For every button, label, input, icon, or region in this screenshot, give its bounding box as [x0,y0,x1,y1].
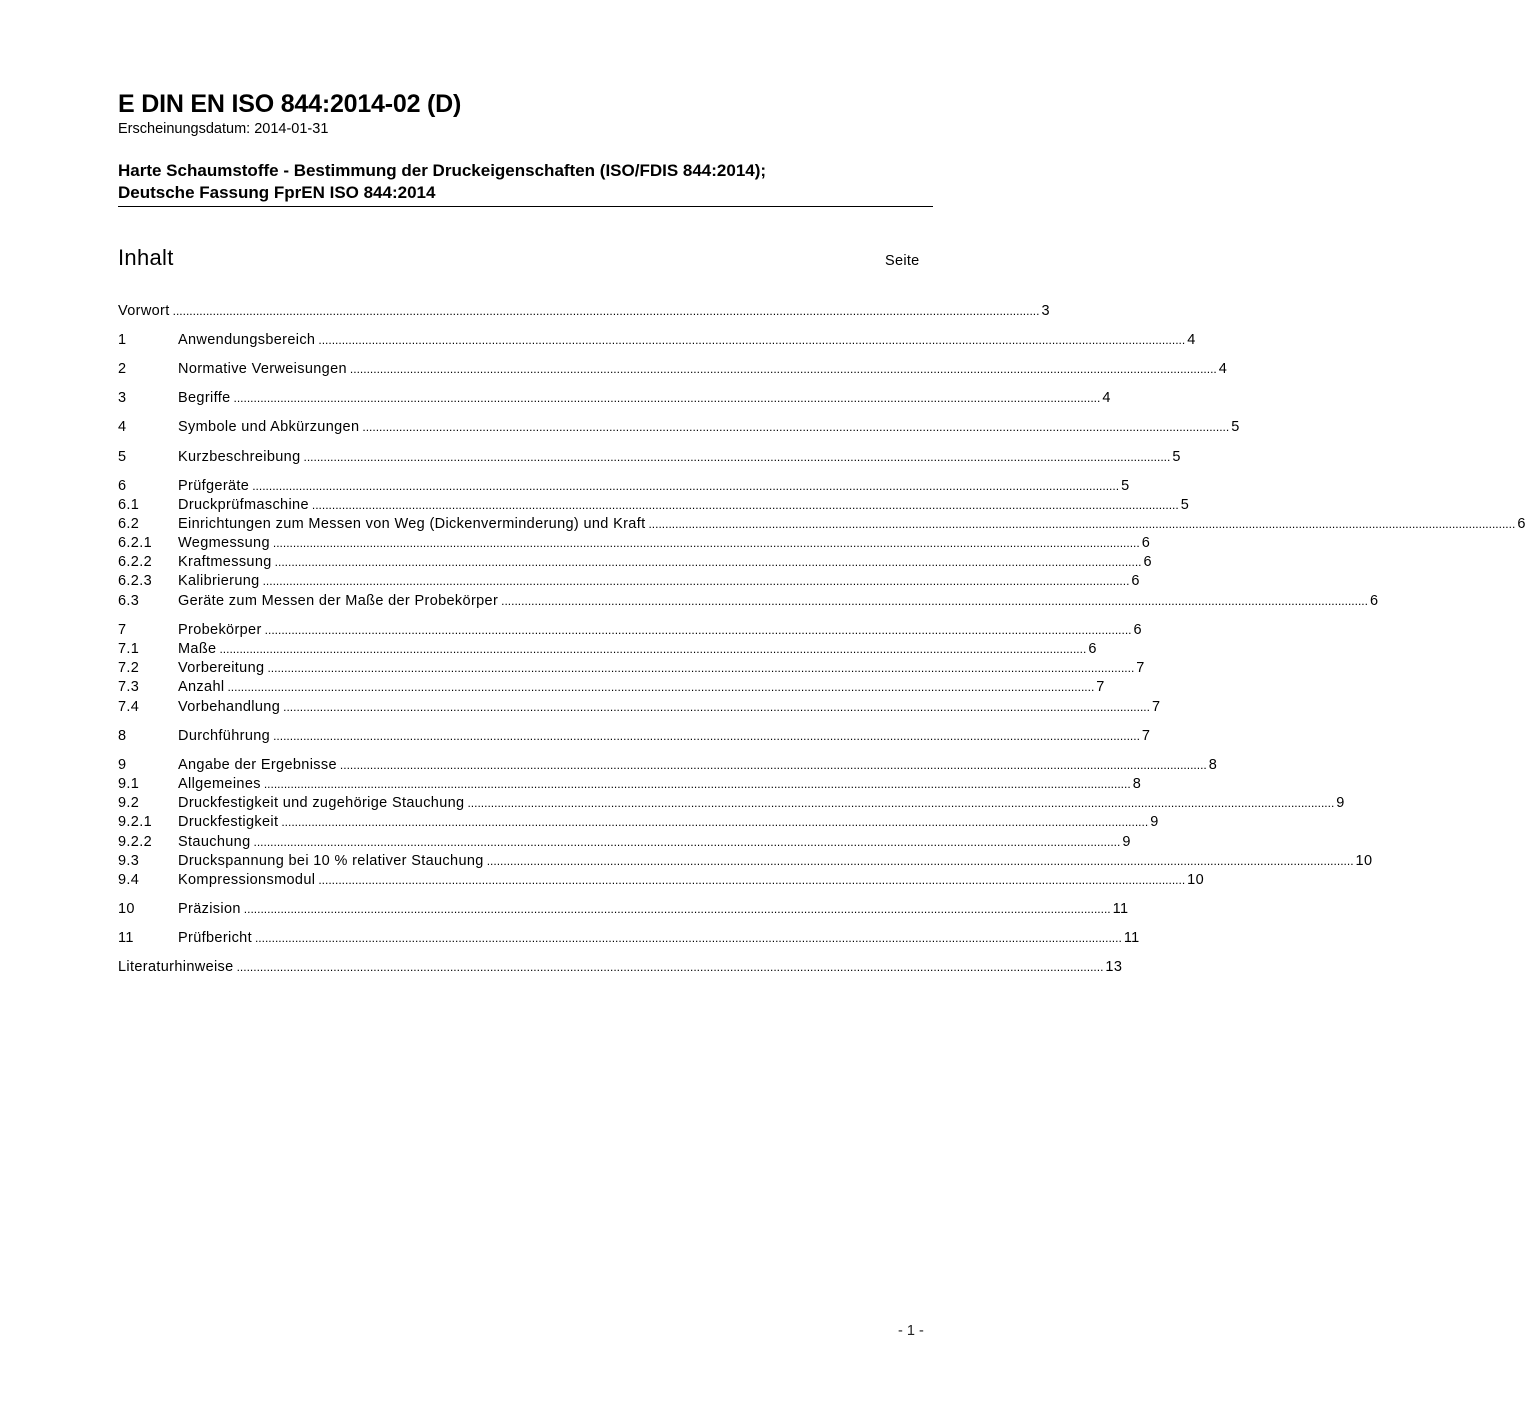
toc-entry-title: Stauchung [178,834,251,850]
toc-entry-title: Wegmessung [178,535,270,551]
toc-entry-page: 6 [1143,554,1152,570]
toc-entry-page: 5 [1180,497,1190,513]
toc-entry-title: Kalibrierung [178,573,260,589]
toc-entry-page: 10 [1355,853,1373,869]
toc-entry-title: Literaturhinweise [118,959,234,975]
toc-entry-number: 6 [118,478,127,494]
toc-entry-number: 9.3 [118,853,140,869]
toc-entry-number: 3 [118,390,127,406]
toc-entry[interactable] [118,572,1140,591]
toc-entry-number: 11 [118,930,134,946]
page-number: - 1 - [898,1323,924,1339]
toc-leader-dots: .................................................................................................................................................................................................................................................................... [467,796,1335,810]
toc-heading: Inhalt [118,245,174,270]
toc-leader-dots: .................................................................................................................................................................................................................................................................... [233,391,1101,405]
toc-leader-dots: .................................................................................................................................................................................................................................................................... [273,729,1140,743]
toc-entry-title: Symbole und Abkürzungen [178,419,360,435]
toc-entry-page: 9 [1122,834,1131,850]
toc-leader-dots: .................................................................................................................................................................................................................................................................... [243,902,1111,916]
toc-entry-number: 9.2 [118,795,140,811]
toc-entry[interactable] [118,871,1205,890]
toc-page-column-label: Seite [885,253,920,269]
toc-entry-number: 2 [118,361,127,377]
toc-entry-number: 4 [118,419,127,435]
toc-entry[interactable] [118,418,1240,437]
toc-leader-dots: .................................................................................................................................................................................................................................................................... [318,333,1186,347]
toc-entry-page: 4 [1218,361,1228,377]
toc-entry-title: Geräte zum Messen der Maße der Probekörper [178,593,499,609]
toc-entry-number: 7 [118,622,127,638]
toc-entry[interactable] [118,659,1145,678]
toc-entry[interactable] [118,592,1379,611]
toc-entry[interactable] [118,833,1131,852]
toc-entry-title: Kompressionsmodul [178,872,316,888]
toc-entry[interactable] [118,756,1218,775]
document-id: E DIN EN ISO 844:2014-02 (D) [118,90,462,118]
toc-entry-page: 4 [1187,332,1196,348]
toc-leader-dots: .................................................................................................................................................................................................................................................................... [253,835,1121,849]
toc-entry[interactable] [118,496,1190,515]
document-title [118,160,933,204]
toc-entry[interactable] [118,698,1161,717]
toc-entry-page: 6 [1517,516,1526,532]
toc-leader-dots: .................................................................................................................................................................................................................................................................... [172,304,1040,318]
toc-entry-title: Angabe der Ergebnisse [178,757,337,773]
toc-entry-number: 9.1 [118,776,140,792]
toc-entry-page: 4 [1102,390,1111,406]
toc-entry[interactable] [118,852,1373,871]
toc-entry-title: Druckprüfmaschine [178,497,309,513]
toc-entry-page: 11 [1112,901,1129,917]
toc-entry-title: Präzision [178,901,241,917]
toc-entry-number: 6.1 [118,497,140,513]
toc-leader-dots: .................................................................................................................................................................................................................................................................... [219,642,1087,656]
toc-entry-page: 8 [1132,776,1142,792]
toc-entry-page: 7 [1136,660,1145,676]
toc-entry-title: Probekörper [178,622,262,638]
toc-leader-dots: .................................................................................................................................................................................................................................................................... [303,450,1171,464]
toc-entry-page: 6 [1141,535,1151,551]
toc-entry-page: 9 [1150,814,1159,830]
toc-entry-page: 6 [1369,593,1379,609]
toc-leader-dots: .................................................................................................................................................................................................................................................................... [318,873,1186,887]
toc-entry-title: Kraftmessung [178,554,272,570]
toc-entry[interactable] [118,448,1181,467]
toc-entry[interactable] [118,553,1152,572]
toc-entry-number: 7.4 [118,699,140,715]
toc-entry-title: Kurzbeschreibung [178,449,301,465]
toc-entry-number: 8 [118,728,127,744]
toc-entry[interactable] [118,775,1142,794]
toc-entry-title: Druckspannung bei 10 % relativer Stauchung [178,853,484,869]
toc-entry[interactable] [118,389,1111,408]
toc-entry-number: 1 [118,332,127,348]
toc-entry[interactable] [118,515,1526,534]
toc-entry[interactable] [118,929,1140,948]
toc-leader-dots: .................................................................................................................................................................................................................................................................... [281,815,1149,829]
toc-entry-number: 6.3 [118,593,140,609]
toc-entry-title: Einrichtungen zum Messen von Weg (Dickenverminderung) und Kraft [178,516,646,532]
toc-entry-number: 9.4 [118,872,140,888]
toc-entry-title: Begriffe [178,390,231,406]
toc-leader-dots: .................................................................................................................................................................................................................................................................... [254,931,1122,945]
toc-leader-dots: .................................................................................................................................................................................................................................................................... [252,479,1120,493]
toc-entry-page: 10 [1187,872,1205,888]
toc-entry-page: 7 [1096,679,1105,695]
toc-entry[interactable] [118,360,1228,379]
toc-leader-dots: .................................................................................................................................................................................................................................................................... [262,574,1130,588]
toc-entry[interactable] [118,331,1196,350]
toc-entry-title: Normative Verweisungen [178,361,347,377]
toc-leader-dots: .................................................................................................................................................................................................................................................................... [227,680,1095,694]
toc-entry-number: 5 [118,449,127,465]
toc-entry[interactable] [118,958,1123,977]
toc-leader-dots: .................................................................................................................................................................................................................................................................... [501,594,1368,608]
toc-entry-number: 7.1 [118,641,140,657]
publication-date: Erscheinungsdatum: 2014-01-31 [118,121,329,137]
toc-entry-number: 10 [118,901,135,917]
toc-entry-title: Durchführung [178,728,271,744]
title-line-1: Harte Schaumstoffe - Bestimmung der Druckeigenschaften (ISO/FDIS 844:2014); [118,161,767,180]
toc-entry-number: 6.2.2 [118,554,152,570]
toc-entry-title: Anwendungsbereich [178,332,316,348]
toc-entry-title: Vorbehandlung [178,699,281,715]
toc-entry-page: 5 [1231,419,1240,435]
toc-entry[interactable] [118,813,1159,832]
toc-entry-number: 9.2.2 [118,834,152,850]
toc-entry[interactable] [118,900,1129,919]
toc-entry-title: Allgemeines [178,776,261,792]
toc-entry[interactable] [118,640,1097,659]
toc-entry[interactable] [118,678,1105,697]
toc-leader-dots: .................................................................................................................................................................................................................................................................... [272,536,1140,550]
toc-entry-page: 6 [1131,573,1140,589]
toc-leader-dots: .................................................................................................................................................................................................................................................................... [283,700,1150,714]
toc-entry-number: 9.2.1 [118,814,152,830]
toc-leader-dots: .................................................................................................................................................................................................................................................................... [648,517,1516,531]
toc-entry-title: Prüfbericht [178,930,252,946]
toc-entry-title: Vorbereitung [178,660,265,676]
toc-leader-dots: .................................................................................................................................................................................................................................................................... [362,420,1230,434]
toc-entry[interactable] [118,302,1050,321]
toc-entry-page: 13 [1105,959,1123,975]
toc-entry-number: 6.2.1 [118,535,152,551]
toc-entry[interactable] [118,534,1151,553]
toc-leader-dots: .................................................................................................................................................................................................................................................................... [263,777,1131,791]
toc-entry-page: 7 [1151,699,1161,715]
toc-entry-number: 6.2 [118,516,140,532]
toc-leader-dots: .................................................................................................................................................................................................................................................................... [311,498,1179,512]
toc-entry-number: 7.2 [118,660,140,676]
toc-entry[interactable] [118,477,1130,496]
toc-entry-page: 8 [1208,757,1218,773]
toc-entry-page: 6 [1133,622,1142,638]
toc-entry-page: 5 [1121,478,1130,494]
toc-entry-page: 9 [1336,795,1345,811]
toc-entry-page: 7 [1141,728,1151,744]
toc-entry-title: Vorwort [118,303,170,319]
toc-entry-title: Prüfgeräte [178,478,250,494]
title-divider [118,206,933,207]
toc-entry-title: Druckfestigkeit [178,814,279,830]
toc-entry[interactable] [118,621,1142,640]
toc-entry[interactable] [118,794,1345,813]
toc-leader-dots: .................................................................................................................................................................................................................................................................... [349,362,1217,376]
title-line-2: Deutsche Fassung FprEN ISO 844:2014 [118,183,436,202]
toc-leader-dots: .................................................................................................................................................................................................................................................................... [486,854,1354,868]
toc-leader-dots: .................................................................................................................................................................................................................................................................... [264,623,1132,637]
toc-leader-dots: .................................................................................................................................................................................................................................................................... [339,758,1207,772]
toc-entry[interactable] [118,727,1151,746]
toc-entry-page: 11 [1123,930,1140,946]
toc-leader-dots: .................................................................................................................................................................................................................................................................... [267,661,1135,675]
toc-entry-number: 6.2.3 [118,573,152,589]
toc-entry-title: Maße [178,641,217,657]
toc-entry-page: 5 [1172,449,1181,465]
toc-entry-page: 3 [1041,303,1050,319]
toc-leader-dots: .................................................................................................................................................................................................................................................................... [274,555,1142,569]
toc-entry-number: 9 [118,757,127,773]
toc-entry-title: Anzahl [178,679,225,695]
toc-entry-page: 6 [1088,641,1097,657]
toc-leader-dots: .................................................................................................................................................................................................................................................................... [236,960,1104,974]
toc-entry-title: Druckfestigkeit und zugehörige Stauchung [178,795,465,811]
toc-entry-number: 7.3 [118,679,140,695]
